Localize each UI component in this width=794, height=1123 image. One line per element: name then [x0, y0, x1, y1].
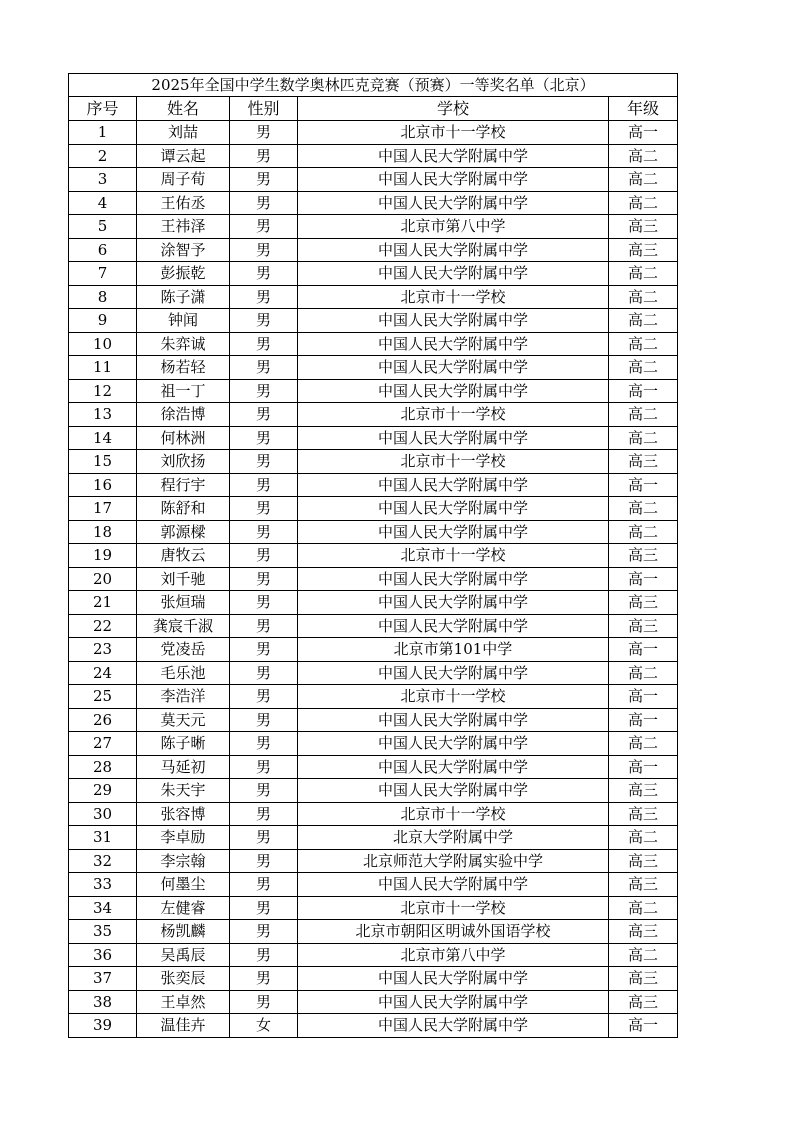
- table-row: [69, 238, 678, 262]
- table-row: [69, 262, 678, 286]
- cell-school: 北京市第101中学: [298, 638, 609, 662]
- cell-grade: 高二: [609, 332, 678, 356]
- cell-gender: 男: [230, 708, 298, 732]
- cell-number: 23: [69, 638, 137, 662]
- cell-gender: 男: [230, 638, 298, 662]
- cell-number: 10: [69, 332, 137, 356]
- cell-number: 20: [69, 567, 137, 591]
- cell-school: 北京市十一学校: [298, 802, 609, 826]
- cell-number: 21: [69, 591, 137, 615]
- cell-gender: 男: [230, 285, 298, 309]
- cell-name: 唐牧云: [137, 544, 230, 568]
- cell-grade: 高一: [609, 1014, 678, 1038]
- cell-grade: 高二: [609, 285, 678, 309]
- table-row: [69, 426, 678, 450]
- cell-grade: 高二: [609, 520, 678, 544]
- table-row: [69, 873, 678, 897]
- cell-gender: 男: [230, 238, 298, 262]
- cell-number: 28: [69, 755, 137, 779]
- cell-name: 刘欣扬: [137, 450, 230, 474]
- table-row: [69, 896, 678, 920]
- cell-grade: 高二: [609, 661, 678, 685]
- cell-gender: 男: [230, 826, 298, 850]
- cell-number: 26: [69, 708, 137, 732]
- cell-name: 刘喆: [137, 121, 230, 145]
- cell-gender: 男: [230, 426, 298, 450]
- table-row: [69, 215, 678, 239]
- cell-grade: 高二: [609, 426, 678, 450]
- cell-gender: 男: [230, 802, 298, 826]
- cell-gender: 男: [230, 215, 298, 239]
- table-row: [69, 567, 678, 591]
- cell-grade: 高三: [609, 238, 678, 262]
- cell-number: 13: [69, 403, 137, 427]
- header-number: 序号: [69, 97, 137, 121]
- table-row: [69, 497, 678, 521]
- cell-number: 19: [69, 544, 137, 568]
- cell-name: 吴禹辰: [137, 943, 230, 967]
- cell-number: 2: [69, 144, 137, 168]
- cell-gender: 男: [230, 520, 298, 544]
- cell-school: 北京市十一学校: [298, 685, 609, 709]
- cell-grade: 高二: [609, 943, 678, 967]
- cell-grade: 高三: [609, 920, 678, 944]
- cell-gender: 男: [230, 896, 298, 920]
- cell-grade: 高三: [609, 802, 678, 826]
- cell-name: 杨若轻: [137, 356, 230, 380]
- cell-school: 北京大学附属中学: [298, 826, 609, 850]
- cell-gender: 男: [230, 262, 298, 286]
- cell-number: 34: [69, 896, 137, 920]
- cell-name: 朱天宇: [137, 779, 230, 803]
- cell-grade: 高三: [609, 967, 678, 991]
- cell-school: 中国人民大学附属中学: [298, 520, 609, 544]
- cell-name: 刘千驰: [137, 567, 230, 591]
- cell-school: 中国人民大学附属中学: [298, 708, 609, 732]
- cell-school: 中国人民大学附属中学: [298, 755, 609, 779]
- table-row: [69, 755, 678, 779]
- table-row: [69, 732, 678, 756]
- table-row: [69, 473, 678, 497]
- cell-grade: 高一: [609, 379, 678, 403]
- cell-gender: 男: [230, 873, 298, 897]
- cell-name: 龚宸千淑: [137, 614, 230, 638]
- cell-school: 中国人民大学附属中学: [298, 473, 609, 497]
- cell-number: 7: [69, 262, 137, 286]
- cell-number: 8: [69, 285, 137, 309]
- cell-grade: 高二: [609, 262, 678, 286]
- cell-grade: 高二: [609, 191, 678, 215]
- cell-number: 14: [69, 426, 137, 450]
- cell-grade: 高二: [609, 356, 678, 380]
- table-body: [69, 121, 678, 1038]
- table-row: [69, 356, 678, 380]
- cell-school: 北京市第八中学: [298, 215, 609, 239]
- cell-grade: 高二: [609, 309, 678, 333]
- cell-name: 王卓然: [137, 990, 230, 1014]
- cell-school: 中国人民大学附属中学: [298, 168, 609, 192]
- cell-number: 36: [69, 943, 137, 967]
- table-row: [69, 168, 678, 192]
- cell-gender: 男: [230, 661, 298, 685]
- cell-grade: 高三: [609, 591, 678, 615]
- cell-number: 27: [69, 732, 137, 756]
- cell-school: 中国人民大学附属中学: [298, 191, 609, 215]
- cell-grade: 高一: [609, 473, 678, 497]
- cell-name: 左健睿: [137, 896, 230, 920]
- cell-name: 陈舒和: [137, 497, 230, 521]
- cell-grade: 高一: [609, 638, 678, 662]
- table-row: [69, 920, 678, 944]
- cell-school: 北京市第八中学: [298, 943, 609, 967]
- header-grade: 年级: [609, 97, 678, 121]
- cell-number: 32: [69, 849, 137, 873]
- cell-name: 彭振乾: [137, 262, 230, 286]
- table-row: [69, 685, 678, 709]
- cell-name: 张奕辰: [137, 967, 230, 991]
- cell-school: 北京市十一学校: [298, 450, 609, 474]
- cell-grade: 高三: [609, 873, 678, 897]
- cell-school: 中国人民大学附属中学: [298, 779, 609, 803]
- cell-school: 中国人民大学附属中学: [298, 497, 609, 521]
- cell-gender: 男: [230, 121, 298, 145]
- cell-number: 6: [69, 238, 137, 262]
- cell-school: 中国人民大学附属中学: [298, 661, 609, 685]
- cell-grade: 高三: [609, 614, 678, 638]
- table-row: [69, 708, 678, 732]
- cell-number: 12: [69, 379, 137, 403]
- cell-school: 中国人民大学附属中学: [298, 614, 609, 638]
- table-title: 2025年全国中学生数学奥林匹克竞赛（预赛）一等奖名单（北京）: [69, 74, 678, 97]
- cell-grade: 高二: [609, 144, 678, 168]
- cell-gender: 男: [230, 779, 298, 803]
- cell-number: 11: [69, 356, 137, 380]
- cell-number: 25: [69, 685, 137, 709]
- cell-school: 中国人民大学附属中学: [298, 426, 609, 450]
- cell-gender: 男: [230, 990, 298, 1014]
- cell-number: 16: [69, 473, 137, 497]
- table-row: [69, 990, 678, 1014]
- cell-name: 毛乐池: [137, 661, 230, 685]
- cell-gender: 男: [230, 849, 298, 873]
- cell-grade: 高三: [609, 779, 678, 803]
- table-row: [69, 591, 678, 615]
- header-row: [69, 97, 678, 121]
- cell-name: 何林洲: [137, 426, 230, 450]
- cell-gender: 男: [230, 379, 298, 403]
- cell-name: 何墨尘: [137, 873, 230, 897]
- cell-name: 涂智予: [137, 238, 230, 262]
- table-row: [69, 849, 678, 873]
- cell-school: 北京市十一学校: [298, 403, 609, 427]
- cell-number: 22: [69, 614, 137, 638]
- cell-name: 张烜瑞: [137, 591, 230, 615]
- cell-grade: 高二: [609, 896, 678, 920]
- cell-school: 中国人民大学附属中学: [298, 1014, 609, 1038]
- cell-gender: 男: [230, 356, 298, 380]
- cell-gender: 男: [230, 920, 298, 944]
- cell-school: 北京市朝阳区明诚外国语学校: [298, 920, 609, 944]
- cell-grade: 高三: [609, 215, 678, 239]
- cell-name: 张容博: [137, 802, 230, 826]
- table-row: [69, 285, 678, 309]
- cell-school: 中国人民大学附属中学: [298, 591, 609, 615]
- cell-school: 北京市十一学校: [298, 285, 609, 309]
- cell-school: 北京市十一学校: [298, 896, 609, 920]
- cell-school: 北京市十一学校: [298, 544, 609, 568]
- table-row: [69, 191, 678, 215]
- cell-gender: 男: [230, 450, 298, 474]
- cell-gender: 男: [230, 614, 298, 638]
- cell-school: 中国人民大学附属中学: [298, 356, 609, 380]
- table-row: [69, 450, 678, 474]
- cell-grade: 高一: [609, 708, 678, 732]
- cell-number: 1: [69, 121, 137, 145]
- cell-gender: 男: [230, 403, 298, 427]
- cell-number: 17: [69, 497, 137, 521]
- cell-number: 30: [69, 802, 137, 826]
- table-row: [69, 802, 678, 826]
- cell-grade: 高一: [609, 685, 678, 709]
- cell-school: 中国人民大学附属中学: [298, 332, 609, 356]
- table-row: [69, 332, 678, 356]
- cell-gender: 男: [230, 967, 298, 991]
- cell-number: 38: [69, 990, 137, 1014]
- cell-name: 徐浩博: [137, 403, 230, 427]
- cell-number: 29: [69, 779, 137, 803]
- cell-name: 李卓励: [137, 826, 230, 850]
- cell-gender: 男: [230, 567, 298, 591]
- cell-name: 郭源樑: [137, 520, 230, 544]
- header-school: 学校: [298, 97, 609, 121]
- cell-number: 24: [69, 661, 137, 685]
- cell-school: 中国人民大学附属中学: [298, 262, 609, 286]
- cell-gender: 男: [230, 473, 298, 497]
- cell-name: 祖一丁: [137, 379, 230, 403]
- cell-name: 党凌岳: [137, 638, 230, 662]
- cell-school: 中国人民大学附属中学: [298, 238, 609, 262]
- cell-name: 谭云起: [137, 144, 230, 168]
- cell-grade: 高二: [609, 497, 678, 521]
- cell-school: 北京师范大学附属实验中学: [298, 849, 609, 873]
- cell-name: 杨凯麟: [137, 920, 230, 944]
- cell-grade: 高一: [609, 121, 678, 145]
- table-row: [69, 1014, 678, 1038]
- cell-school: 中国人民大学附属中学: [298, 309, 609, 333]
- cell-school: 中国人民大学附属中学: [298, 732, 609, 756]
- cell-gender: 男: [230, 943, 298, 967]
- table-row: [69, 967, 678, 991]
- title-row: [69, 74, 678, 97]
- cell-name: 温佳卉: [137, 1014, 230, 1038]
- cell-gender: 女: [230, 1014, 298, 1038]
- cell-gender: 男: [230, 191, 298, 215]
- cell-name: 陈子潇: [137, 285, 230, 309]
- cell-gender: 男: [230, 544, 298, 568]
- cell-gender: 男: [230, 497, 298, 521]
- table-row: [69, 826, 678, 850]
- cell-name: 莫天元: [137, 708, 230, 732]
- cell-number: 33: [69, 873, 137, 897]
- cell-number: 35: [69, 920, 137, 944]
- cell-name: 朱弈诚: [137, 332, 230, 356]
- table-row: [69, 144, 678, 168]
- cell-name: 周子荀: [137, 168, 230, 192]
- cell-number: 31: [69, 826, 137, 850]
- table-row: [69, 121, 678, 145]
- cell-number: 9: [69, 309, 137, 333]
- cell-grade: 高一: [609, 755, 678, 779]
- cell-school: 中国人民大学附属中学: [298, 990, 609, 1014]
- cell-gender: 男: [230, 144, 298, 168]
- cell-name: 马延初: [137, 755, 230, 779]
- table-row: [69, 661, 678, 685]
- cell-number: 37: [69, 967, 137, 991]
- table-row: [69, 379, 678, 403]
- cell-name: 钟闻: [137, 309, 230, 333]
- cell-gender: 男: [230, 168, 298, 192]
- cell-grade: 高二: [609, 403, 678, 427]
- cell-name: 王祎泽: [137, 215, 230, 239]
- cell-gender: 男: [230, 309, 298, 333]
- cell-name: 李浩洋: [137, 685, 230, 709]
- cell-grade: 高一: [609, 567, 678, 591]
- cell-number: 3: [69, 168, 137, 192]
- cell-name: 程行宇: [137, 473, 230, 497]
- cell-number: 39: [69, 1014, 137, 1038]
- cell-grade: 高三: [609, 544, 678, 568]
- table-row: [69, 779, 678, 803]
- cell-number: 15: [69, 450, 137, 474]
- cell-gender: 男: [230, 685, 298, 709]
- table-row: [69, 614, 678, 638]
- table-row: [69, 403, 678, 427]
- cell-number: 4: [69, 191, 137, 215]
- cell-name: 王佑丞: [137, 191, 230, 215]
- cell-grade: 高二: [609, 168, 678, 192]
- table-row: [69, 520, 678, 544]
- table-row: [69, 638, 678, 662]
- cell-grade: 高二: [609, 826, 678, 850]
- cell-grade: 高三: [609, 450, 678, 474]
- cell-school: 中国人民大学附属中学: [298, 567, 609, 591]
- award-table: [68, 73, 678, 1038]
- cell-number: 5: [69, 215, 137, 239]
- cell-school: 中国人民大学附属中学: [298, 379, 609, 403]
- cell-gender: 男: [230, 755, 298, 779]
- header-gender: 性别: [230, 97, 298, 121]
- cell-school: 中国人民大学附属中学: [298, 144, 609, 168]
- table-row: [69, 544, 678, 568]
- cell-school: 中国人民大学附属中学: [298, 873, 609, 897]
- cell-school: 北京市十一学校: [298, 121, 609, 145]
- cell-grade: 高三: [609, 990, 678, 1014]
- cell-gender: 男: [230, 591, 298, 615]
- cell-school: 中国人民大学附属中学: [298, 967, 609, 991]
- cell-name: 李宗翰: [137, 849, 230, 873]
- cell-grade: 高二: [609, 732, 678, 756]
- table-row: [69, 309, 678, 333]
- cell-gender: 男: [230, 732, 298, 756]
- cell-number: 18: [69, 520, 137, 544]
- cell-gender: 男: [230, 332, 298, 356]
- header-name: 姓名: [137, 97, 230, 121]
- table-row: [69, 943, 678, 967]
- cell-name: 陈子晰: [137, 732, 230, 756]
- cell-grade: 高三: [609, 849, 678, 873]
